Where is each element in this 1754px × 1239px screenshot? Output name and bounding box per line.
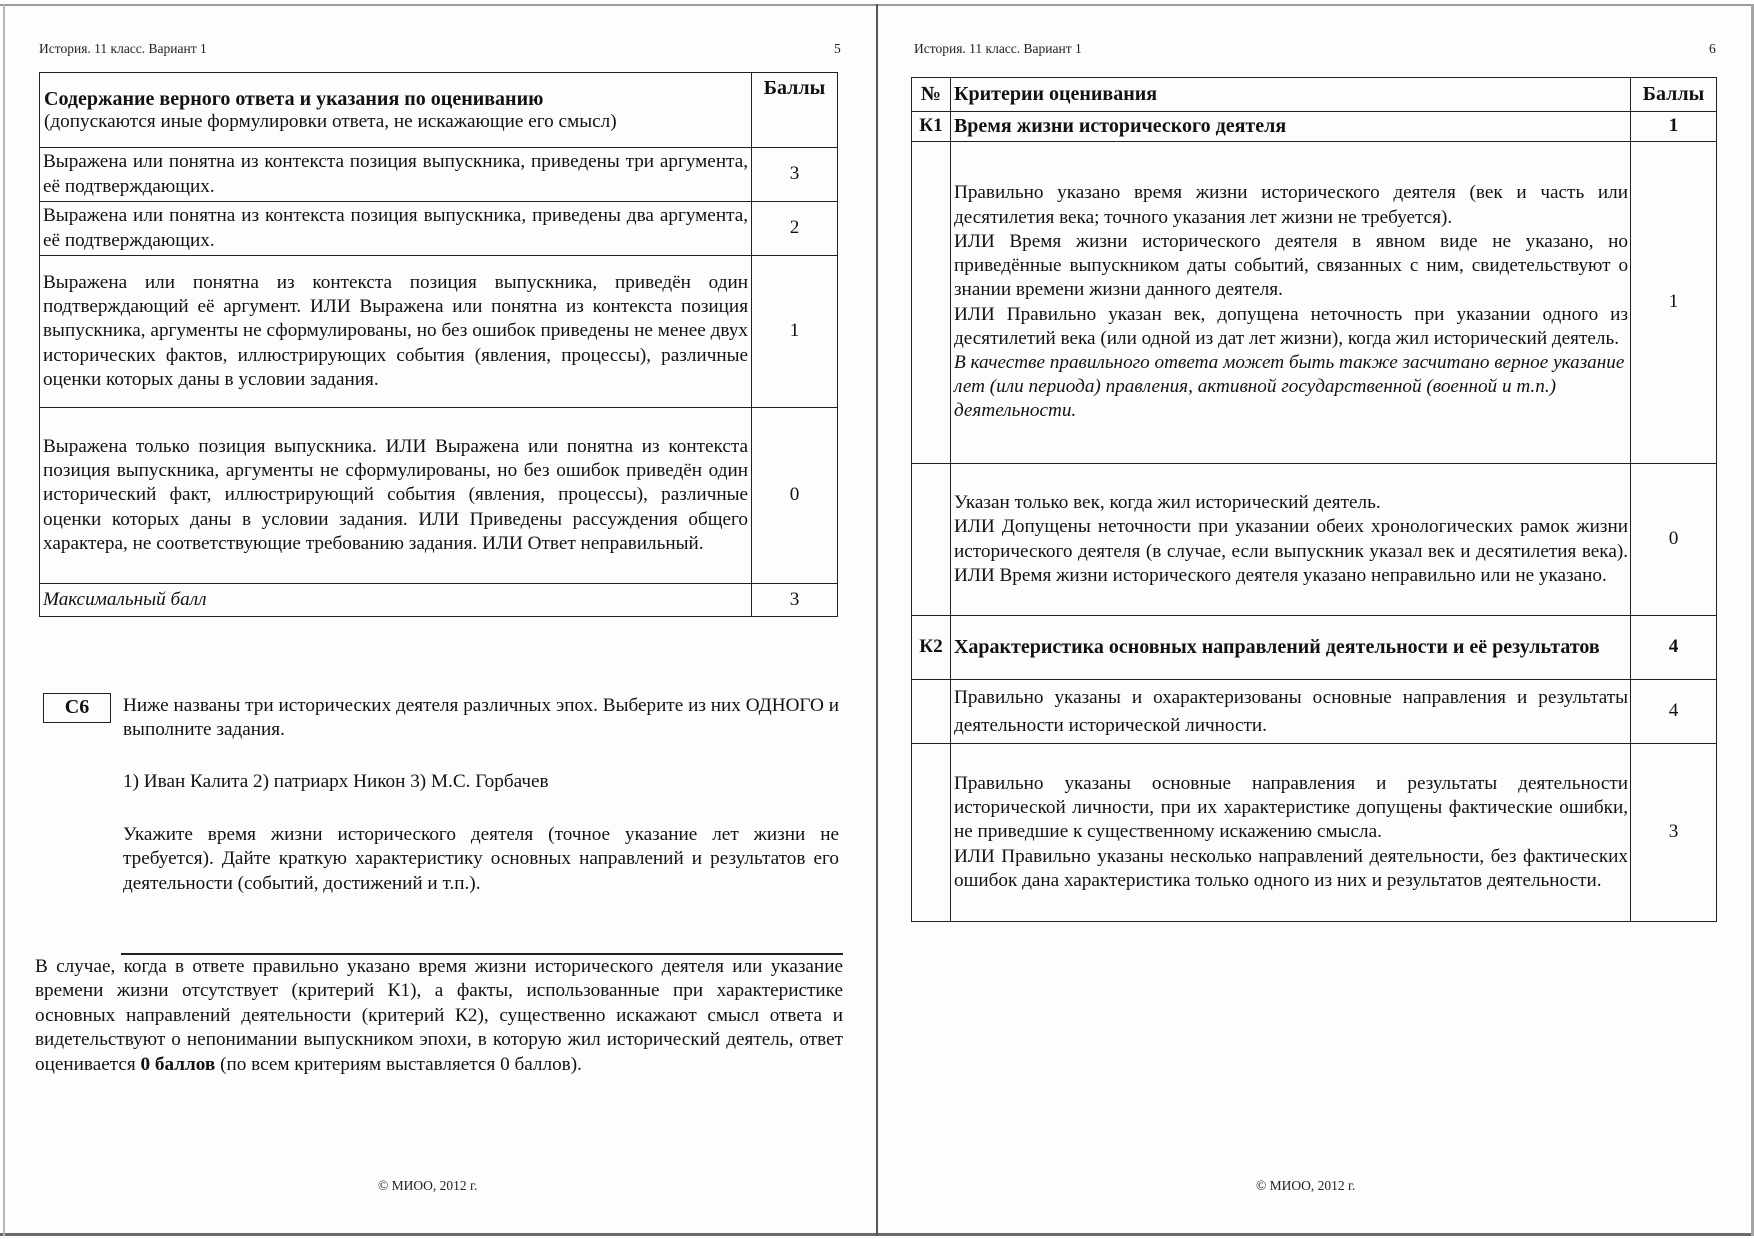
running-head: История. 11 класс. Вариант 1 [39, 41, 207, 56]
left-page [0, 0, 876, 1239]
task-figures-list: 1) Иван Калита 2) патриарх Никон 3) М.С. Горбачев [123, 771, 549, 792]
level-description [950, 142, 1630, 464]
level-description [950, 680, 1630, 744]
criterion-id: К1 [912, 112, 951, 142]
level-description [950, 464, 1630, 616]
header-subtitle: (допускаются иные формулировки ответа, не искажающие его смысл) [44, 110, 617, 132]
criterion-max-points: 4 [1631, 616, 1717, 680]
max-score-value: 3 [752, 584, 838, 617]
row-text: Выражена или понятна из контекста позиция выпускника, приведены два аргумента, её подтверждающих. [40, 202, 752, 256]
level-paragraph: Правильно указано время жизни исторического деятеля (век и часть или десятилетия века; точного указания лет жизни не требуется). [953, 182, 1629, 228]
table-header-row [912, 78, 1717, 112]
running-head: История. 11 класс. Вариант 1 [914, 41, 1082, 56]
level-row [912, 744, 1717, 922]
row-points: 1 [752, 256, 838, 408]
row-text: Выражена только позиция выпускника. ИЛИ Выражена или понятна из контекста позиция выпускника, аргументы не сформулированы, но без ошибок приведён один исторический факт, иллюстрирующий события (явления, процессы), различные оценки которых даны в условии задания. ИЛИ Приведены рассуждения общего характера, не соответствующие требованию задания. ИЛИ Ответ неправильный. [40, 408, 752, 584]
header-points: Баллы [1631, 78, 1717, 112]
task-instruction: Укажите время жизни исторического деятеля (точное указание лет жизни не требуется). Дайте краткую характеристику основных направлений и результатов его деятельности (событий, достижений и т.п.). [123, 824, 839, 894]
header-title: Содержание верного ответа и указания по оцениванию [44, 87, 544, 110]
criterion-id: К2 [912, 616, 951, 680]
level-row [912, 142, 1717, 464]
level-paragraph: ИЛИ Правильно указаны несколько направлений деятельности, без фактических ошибок дана характеристика только одного из них и результатов деятельности. [953, 845, 1629, 891]
page-footer: © МИОО, 2012 г. [1256, 1178, 1356, 1193]
note-text-before: В случае, когда в ответе правильно указано время жизни исторического деятеля или указание времени жизни отсутствует (критерий К1), а факты, использованные при характеристике основных направлений деятельности (критерий К2), существенно искажают смысл ответа и видетельствуют о непонимании выпускником эпохи, в которую жил исторический деятель, ответ оценивается [35, 956, 843, 1075]
level-description [950, 744, 1630, 922]
row-points: 0 [752, 408, 838, 584]
level-row [912, 464, 1717, 616]
level-paragraph: ИЛИ Допущены неточности при указании обеих хронологических рамок жизни исторического деятеля (в случае, если выпускник указал век и десятилетия века). ИЛИ Время жизни исторического деятеля указано неправильно или не указано. [953, 516, 1629, 586]
table-row [40, 202, 838, 256]
row-points: 3 [752, 148, 838, 202]
note-text-after: (по всем критериям выставляется 0 баллов). [215, 1053, 582, 1075]
table-row [40, 256, 838, 408]
criteria-table [911, 77, 1717, 922]
criterion-title: Характеристика основных направлений деятельности и её результатов [950, 616, 1630, 680]
level-paragraph: ИЛИ Правильно указан век, допущена неточность при указании одного из десятилетий века (или одной из дат лет жизни), когда жил исторический деятель. [953, 303, 1629, 349]
row-text: Выражена или понятна из контекста позиция выпускника, приведён один подтверждающий её аргумент. ИЛИ Выражена или понятна из контекста позиция выпускника, аргументы не сформулированы, но без ошибок приведены не менее двух исторических фактов, иллюстрирующих события (явления, процессы), различные оценки которых даны в условии задания. [40, 256, 752, 408]
row-text: Выражена или понятна из контекста позиция выпускника, приведены три аргумента, её подтверждающих. [40, 148, 752, 202]
page-footer: © МИОО, 2012 г. [378, 1178, 478, 1193]
criterion-row-k2 [912, 616, 1717, 680]
criterion-row-k1 [912, 112, 1717, 142]
table-row [40, 408, 838, 584]
level-points: 0 [1631, 464, 1717, 616]
task-label-badge: С6 [43, 693, 111, 723]
max-score-row [40, 584, 838, 617]
level-points: 1 [1631, 142, 1717, 464]
table-header-row [40, 73, 838, 148]
criterion-max-points: 1 [1631, 112, 1717, 142]
table-row [40, 148, 838, 202]
level-points: 4 [1631, 680, 1717, 744]
right-page [878, 0, 1751, 1239]
header-num: № [912, 78, 951, 112]
criterion-title: Время жизни исторического деятеля [950, 112, 1630, 142]
row-points: 2 [752, 202, 838, 256]
header-points-cell: Баллы [752, 73, 838, 148]
header-criteria: Критерии оценивания [950, 78, 1630, 112]
header-content-cell [40, 73, 752, 148]
level-points: 3 [1631, 744, 1717, 922]
level-italic-note: В качестве правильного ответа может быть также засчитано верное указание лет (или периода) правления, активной государственной (военной и т.п.) деятельности. [953, 351, 1625, 422]
max-score-label: Максимальный балл [40, 584, 752, 617]
page-number: 6 [1709, 41, 1716, 56]
note-bold: 0 баллов [140, 1053, 216, 1075]
level-paragraph: Правильно указаны основные направления и результаты деятельности исторической личности, при их характеристике допущены фактические ошибки, не приведшие к существенному искажению смысла. [953, 772, 1629, 843]
task-intro: Ниже названы три исторических деятеля различных эпох. Выберите из них ОДНОГО и выполните задания. [123, 695, 839, 741]
scoring-table [39, 72, 838, 617]
level-row [912, 680, 1717, 744]
page-number: 5 [834, 41, 841, 56]
level-paragraph: Правильно указаны и охарактеризованы основные направления и результаты деятельности исторической личности. [953, 686, 1629, 736]
scoring-note [35, 955, 843, 1077]
level-paragraph: ИЛИ Время жизни исторического деятеля в явном виде не указано, но приведённые выпускником даты событий, связанных с ним, свидетельствуют о знании времени жизни данного деятеля. [953, 230, 1629, 301]
level-paragraph: Указан только век, когда жил исторический деятель. [953, 492, 1381, 514]
